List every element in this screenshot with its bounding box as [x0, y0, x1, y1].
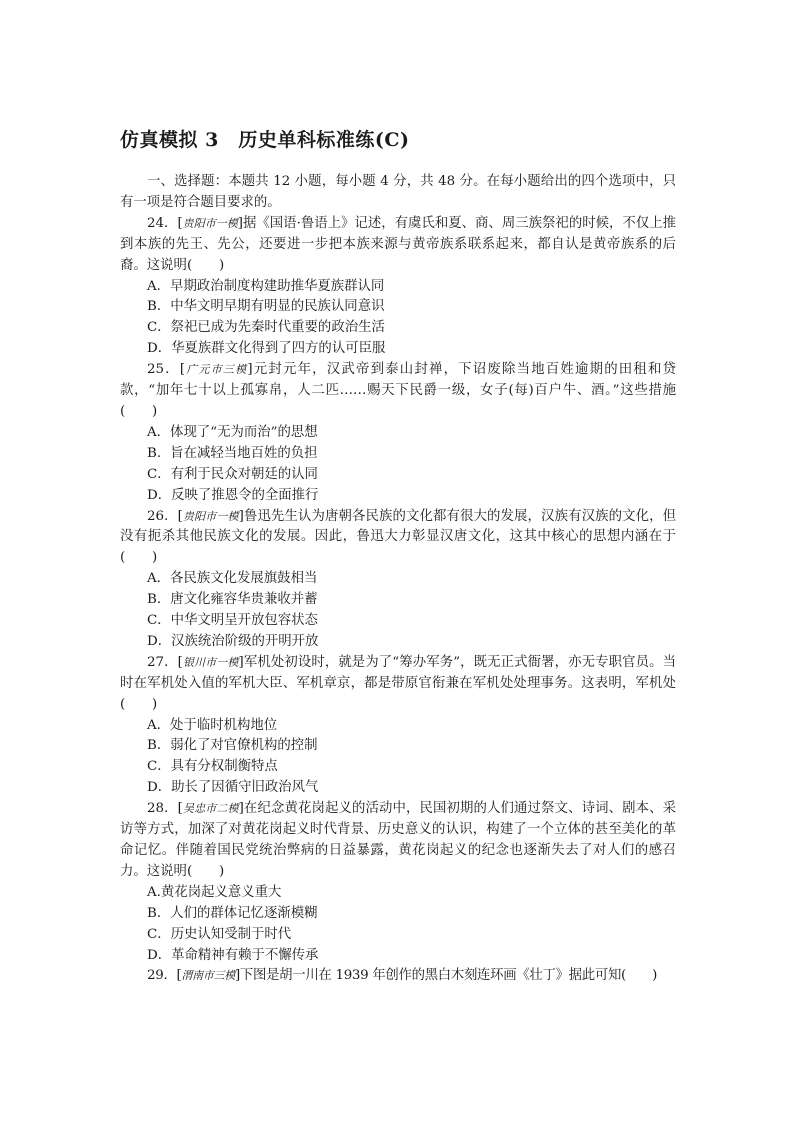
option-a: A.黄花岗起义意义重大	[147, 884, 282, 900]
option-c: C．具有分权制衡特点	[147, 759, 278, 775]
option-a: A．各民族文化发展旗鼓相当	[147, 571, 318, 587]
option-c: C．有利于民众对朝廷的认同	[147, 466, 318, 482]
option-b: B．旨在减轻当地百姓的负担	[147, 445, 318, 461]
section-intro: 一、选择题：本题共 12 小题，每小题 4 分，共 48 分。在每小题给出的四个选项中，只有一项是符合题目要求的。	[120, 174, 676, 210]
question-stem: 27．[银川市一模]军机处初设时，就是为了“筹办军务”，既无正式衙署，亦无专职官员。当时在军机处入值的军机大臣、军机章京，都是带原官衔兼在军机处处理事务。这表明，军机处( )	[120, 654, 677, 712]
question-24	[120, 214, 676, 360]
question-stem: 25．[广元市三模]元封元年，汉武帝到泰山封禅，下诏废除当地百姓逾期的田租和贷款，“加年七十以上孤寡帛，人二匹……赐天下民爵一级，女子(每)百户牛、酒。”这些措施( )	[120, 362, 676, 419]
option-b: B．弱化了对官僚机构的控制	[147, 738, 318, 754]
question-source: 吴忠市二模	[182, 802, 239, 816]
question-source: 贵阳市一模	[182, 509, 239, 523]
question-stem: 26．[贵阳市一模]鲁迅先生认为唐朝各民族的文化都有很大的发展，汉族有汉族的文化，但没有扼杀其他民族文化的发展。因此，鲁迅大力彰显汉唐文化，这其中核心的思想内涵在于( )	[120, 508, 677, 566]
option-b: B．人们的群体记忆逐渐模糊	[147, 905, 318, 921]
question-25	[120, 360, 676, 506]
option-a: A．体现了“无为而治”的思想	[147, 424, 318, 440]
question-body	[120, 172, 676, 987]
option-b: B．中华文明早期有明显的民族认同意识	[147, 299, 385, 315]
question-27	[120, 653, 676, 799]
option-d: D．汉族统治阶级的开明开放	[147, 633, 319, 649]
question-source: 广元市三模	[185, 363, 248, 377]
option-d: D．华夏族群文化得到了四方的认可臣服	[147, 341, 386, 357]
question-source: 银川市一模	[182, 655, 239, 669]
option-c: C．中华文明呈开放包容状态	[147, 613, 318, 629]
option-a: A．早期政治制度构建助推华夏族群认同	[147, 278, 385, 294]
question-29	[120, 966, 676, 987]
question-source: 贵阳市一模	[182, 216, 238, 230]
question-stem: 28．[吴忠市二模]在纪念黄花岗起义的活动中，民国初期的人们通过祭文、诗词、剧本、采访等方式，加深了对黄花岗起义时代背景、历史意义的认识，构建了一个立体的甚至美化的革命记忆。伴随着国民党统治弊病的日益暴露，黄花岗起义的纪念也逐渐失去了对人们的感召力。这说明( )	[120, 801, 677, 879]
option-a: A．处于临时机构地位	[147, 717, 278, 733]
question-source: 渭南市三模	[181, 969, 235, 983]
option-b: B．唐文化雍容华贵兼收并蓄	[147, 592, 318, 608]
option-c: C．祭祀已成为先秦时代重要的政治生活	[147, 320, 385, 336]
option-d: D．助长了因循守旧政治风气	[147, 780, 319, 796]
question-stem: 24．[贵阳市一模]据《国语·鲁语上》记述，有虞氏和夏、商、周三族祭祀的时候，不仅上推到本族的先王、先公，还要进一步把本族来源与黄帝族系联系起来，都自认是黄帝族系的后裔。这说明( )	[120, 215, 677, 273]
option-d: D．反映了推恩令的全面推行	[147, 487, 319, 503]
option-c: C．历史认知受制于时代	[147, 926, 292, 942]
question-28	[120, 799, 676, 966]
question-stem: 29．[渭南市三模]下图是胡一川在 1939 年创作的黑白木刻连环画《壮丁》据此可知( )	[147, 968, 658, 984]
option-d: D．革命精神有赖于不懈传承	[147, 947, 319, 963]
page-title: 仿真模拟 3 历史单科标准练(C)	[120, 129, 410, 151]
question-26	[120, 507, 676, 653]
